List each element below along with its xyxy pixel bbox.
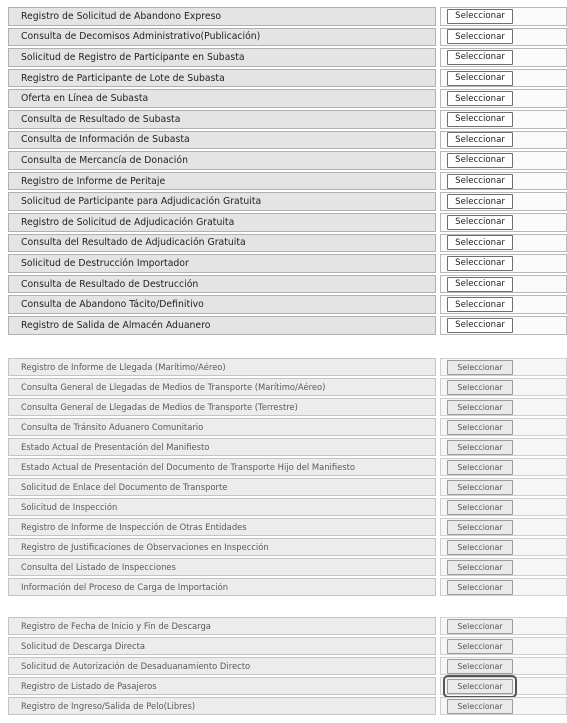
action-cell <box>440 151 567 170</box>
select-button[interactable]: Seleccionar <box>447 91 513 106</box>
service-label: Solicitud de Autorización de Desaduanamiento Directo <box>8 657 436 675</box>
select-button[interactable]: Seleccionar <box>447 659 513 674</box>
service-label: Registro de Solicitud de Adjudicación Gratuita <box>8 213 436 232</box>
select-button[interactable]: Seleccionar <box>447 480 513 495</box>
action-cell <box>440 316 567 335</box>
select-button[interactable]: Seleccionar <box>447 50 513 65</box>
service-row <box>8 171 567 192</box>
service-row <box>8 397 567 417</box>
service-label: Consulta de Resultado de Subasta <box>8 110 436 129</box>
service-label: Registro de Justificaciones de Observaciones en Inspección <box>8 538 436 556</box>
select-button[interactable]: Seleccionar <box>447 194 513 209</box>
service-label: Consulta General de Llegadas de Medios de Transporte (Terrestre) <box>8 398 436 416</box>
service-row <box>8 27 567 48</box>
action-cell <box>440 7 567 26</box>
action-cell <box>440 131 567 150</box>
select-button[interactable]: Seleccionar <box>447 679 513 694</box>
action-cell <box>440 617 567 635</box>
select-button[interactable]: Seleccionar <box>447 420 513 435</box>
select-button[interactable]: Seleccionar <box>447 380 513 395</box>
service-row <box>8 130 567 151</box>
select-button[interactable]: Seleccionar <box>447 153 513 168</box>
select-button[interactable]: Seleccionar <box>447 580 513 595</box>
service-label: Solicitud de Destrucción Importador <box>8 254 436 273</box>
action-cell <box>440 234 567 253</box>
select-button[interactable]: Seleccionar <box>447 318 513 333</box>
service-row <box>8 377 567 397</box>
service-label: Registro de Solicitud de Abandono Expreso <box>8 7 436 26</box>
service-label: Consulta de Decomisos Administrativo(Publicación) <box>8 28 436 47</box>
service-label: Consulta de Tránsito Aduanero Comunitario <box>8 418 436 436</box>
service-label: Solicitud de Registro de Participante en Subasta <box>8 48 436 67</box>
service-row <box>8 109 567 130</box>
select-button[interactable]: Seleccionar <box>447 132 513 147</box>
services-table-2 <box>8 357 567 597</box>
service-label: Consulta de Información de Subasta <box>8 131 436 150</box>
select-button[interactable]: Seleccionar <box>447 297 513 312</box>
service-row <box>8 557 567 577</box>
select-button[interactable]: Seleccionar <box>447 440 513 455</box>
select-button[interactable]: Seleccionar <box>447 639 513 654</box>
action-cell <box>440 295 567 314</box>
service-row <box>8 577 567 597</box>
action-cell <box>440 69 567 88</box>
service-row <box>8 537 567 557</box>
action-cell <box>440 275 567 294</box>
action-cell <box>440 657 567 675</box>
service-row <box>8 191 567 212</box>
action-cell <box>440 213 567 232</box>
select-button[interactable]: Seleccionar <box>447 699 513 714</box>
services-table-1 <box>8 6 567 336</box>
service-label: Solicitud de Inspección <box>8 498 436 516</box>
select-button[interactable]: Seleccionar <box>447 520 513 535</box>
action-cell <box>440 558 567 576</box>
service-label: Consulta de Resultado de Destrucción <box>8 275 436 294</box>
service-row <box>8 150 567 171</box>
select-button[interactable]: Seleccionar <box>447 256 513 271</box>
service-label: Consulta de Mercancía de Donación <box>8 151 436 170</box>
service-label: Registro de Participante de Lote de Subasta <box>8 69 436 88</box>
select-button[interactable]: Seleccionar <box>447 400 513 415</box>
select-button[interactable]: Seleccionar <box>447 174 513 189</box>
select-button[interactable]: Seleccionar <box>447 215 513 230</box>
service-label: Solicitud de Descarga Directa <box>8 637 436 655</box>
service-label: Información del Proceso de Carga de Importación <box>8 578 436 596</box>
action-cell <box>440 378 567 396</box>
service-label: Consulta de Abandono Tácito/Definitivo <box>8 295 436 314</box>
select-button[interactable]: Seleccionar <box>447 112 513 127</box>
action-cell <box>440 637 567 655</box>
action-cell <box>440 458 567 476</box>
select-button[interactable]: Seleccionar <box>447 29 513 44</box>
select-button[interactable]: Seleccionar <box>447 540 513 555</box>
service-label: Estado Actual de Presentación del Documento de Transporte Hijo del Manifiesto <box>8 458 436 476</box>
action-cell <box>440 89 567 108</box>
select-button[interactable]: Seleccionar <box>447 460 513 475</box>
service-label: Registro de Salida de Almacén Aduanero <box>8 316 436 335</box>
service-row <box>8 68 567 89</box>
select-button[interactable]: Seleccionar <box>447 9 513 24</box>
action-cell <box>440 48 567 67</box>
action-cell <box>440 192 567 211</box>
service-row <box>8 656 567 676</box>
action-cell <box>440 538 567 556</box>
action-cell <box>440 677 567 695</box>
action-cell <box>440 418 567 436</box>
service-row <box>8 457 567 477</box>
action-cell <box>440 697 567 715</box>
service-row <box>8 212 567 233</box>
service-label: Registro de Listado de Pasajeros <box>8 677 436 695</box>
service-label: Solicitud de Participante para Adjudicación Gratuita <box>8 192 436 211</box>
service-row <box>8 477 567 497</box>
service-label: Consulta General de Llegadas de Medios de Transporte (Marítimo/Aéreo) <box>8 378 436 396</box>
action-cell <box>440 478 567 496</box>
action-cell <box>440 438 567 456</box>
service-row <box>8 497 567 517</box>
service-row <box>8 616 567 636</box>
select-button[interactable]: Seleccionar <box>447 619 513 634</box>
service-label: Consulta del Listado de Inspecciones <box>8 558 436 576</box>
action-cell <box>440 358 567 376</box>
select-button[interactable]: Seleccionar <box>447 500 513 515</box>
service-row <box>8 253 567 274</box>
service-label: Registro de Ingreso/Salida de Pelo(Libres) <box>8 697 436 715</box>
action-cell <box>440 578 567 596</box>
service-row <box>8 517 567 537</box>
action-cell <box>440 110 567 129</box>
select-button[interactable]: Seleccionar <box>447 277 513 292</box>
service-label: Registro de Informe de Inspección de Otras Entidades <box>8 518 436 536</box>
service-row <box>8 274 567 295</box>
action-cell <box>440 172 567 191</box>
service-label: Oferta en Línea de Subasta <box>8 89 436 108</box>
service-label: Estado Actual de Presentación del Manifiesto <box>8 438 436 456</box>
service-label: Consulta del Resultado de Adjudicación Gratuita <box>8 234 436 253</box>
action-cell <box>440 254 567 273</box>
service-row <box>8 676 567 696</box>
service-row <box>8 696 567 716</box>
service-row <box>8 294 567 315</box>
service-label: Registro de Fecha de Inicio y Fin de Descarga <box>8 617 436 635</box>
action-cell <box>440 518 567 536</box>
service-label: Solicitud de Enlace del Documento de Transporte <box>8 478 436 496</box>
action-cell <box>440 498 567 516</box>
service-row <box>8 315 567 336</box>
service-label: Registro de Informe de Peritaje <box>8 172 436 191</box>
service-row <box>8 6 567 27</box>
select-button[interactable]: Seleccionar <box>447 360 513 375</box>
service-row <box>8 417 567 437</box>
service-label: Registro de Informe de Llegada (Marítimo/Aéreo) <box>8 358 436 376</box>
action-cell <box>440 398 567 416</box>
action-cell <box>440 28 567 47</box>
service-row <box>8 47 567 68</box>
select-button[interactable]: Seleccionar <box>447 560 513 575</box>
service-row <box>8 437 567 457</box>
service-row <box>8 357 567 377</box>
select-button[interactable]: Seleccionar <box>447 235 513 250</box>
service-row <box>8 88 567 109</box>
service-row <box>8 233 567 254</box>
select-button[interactable]: Seleccionar <box>447 71 513 86</box>
service-row <box>8 636 567 656</box>
services-table-3 <box>8 616 567 716</box>
